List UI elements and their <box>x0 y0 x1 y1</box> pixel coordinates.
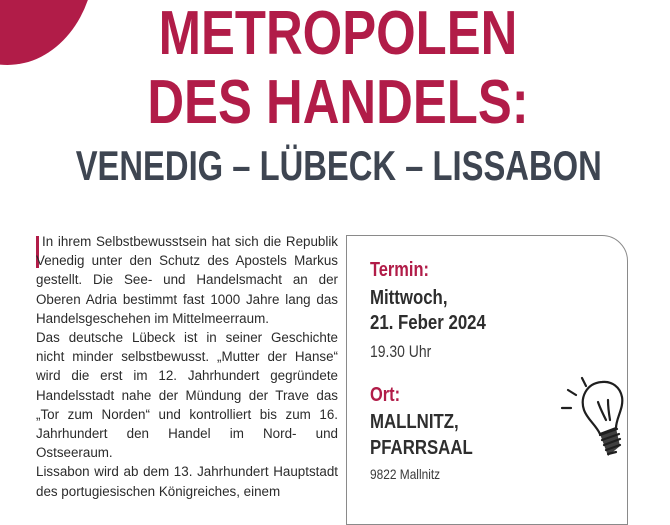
article-body <box>36 232 338 501</box>
place-label: Ort: <box>370 384 401 406</box>
date-weekday: Mittwoch, <box>370 286 448 309</box>
date-label: Termin: <box>370 259 429 281</box>
time-value: 19.30 Uhr <box>370 342 432 361</box>
subtitle: VENEDIG – LÜBECK – LISSABON <box>75 142 602 189</box>
place-postcode: 9822 Mallnitz <box>370 466 441 482</box>
title-line-2: DES HANDELS: <box>147 68 529 137</box>
place-town: MALLNITZ, <box>370 410 459 433</box>
title-line-1: METROPOLEN <box>158 0 518 68</box>
lightbulb-icon <box>556 372 640 464</box>
article-paragraph-2: Das deutsche Lübeck ist in seiner Geschichte nicht minder selbstbewusst. „Mutter der Hanse“ wird die erst im 12. Jahrhundert gegründete Handelsstadt nahe der Mündung der Trave das „Tor zum Norden“ und kontrolliert bis zum 16. Jahrhundert den Handel im Nord- und Ostseeraum. <box>36 330 338 461</box>
article-paragraph-1: In ihrem Selbstbewusstsein hat sich die Republik Venedig unter den Schutz des Apostels Markus gestellt. Die See- und Handelsmacht an der Oberen Adria bestimmt fast 1000 Jahre lang das Handelsgeschehen im Mittelmeerraum. <box>36 234 338 326</box>
date-value: 21. Feber 2024 <box>370 311 486 334</box>
article-paragraph-3: Lissabon wird ab dem 13. Jahrhundert Hauptstadt des portugiesischen Königreiches, einem <box>36 464 338 499</box>
place-venue: PFARRSAAL <box>370 436 473 459</box>
